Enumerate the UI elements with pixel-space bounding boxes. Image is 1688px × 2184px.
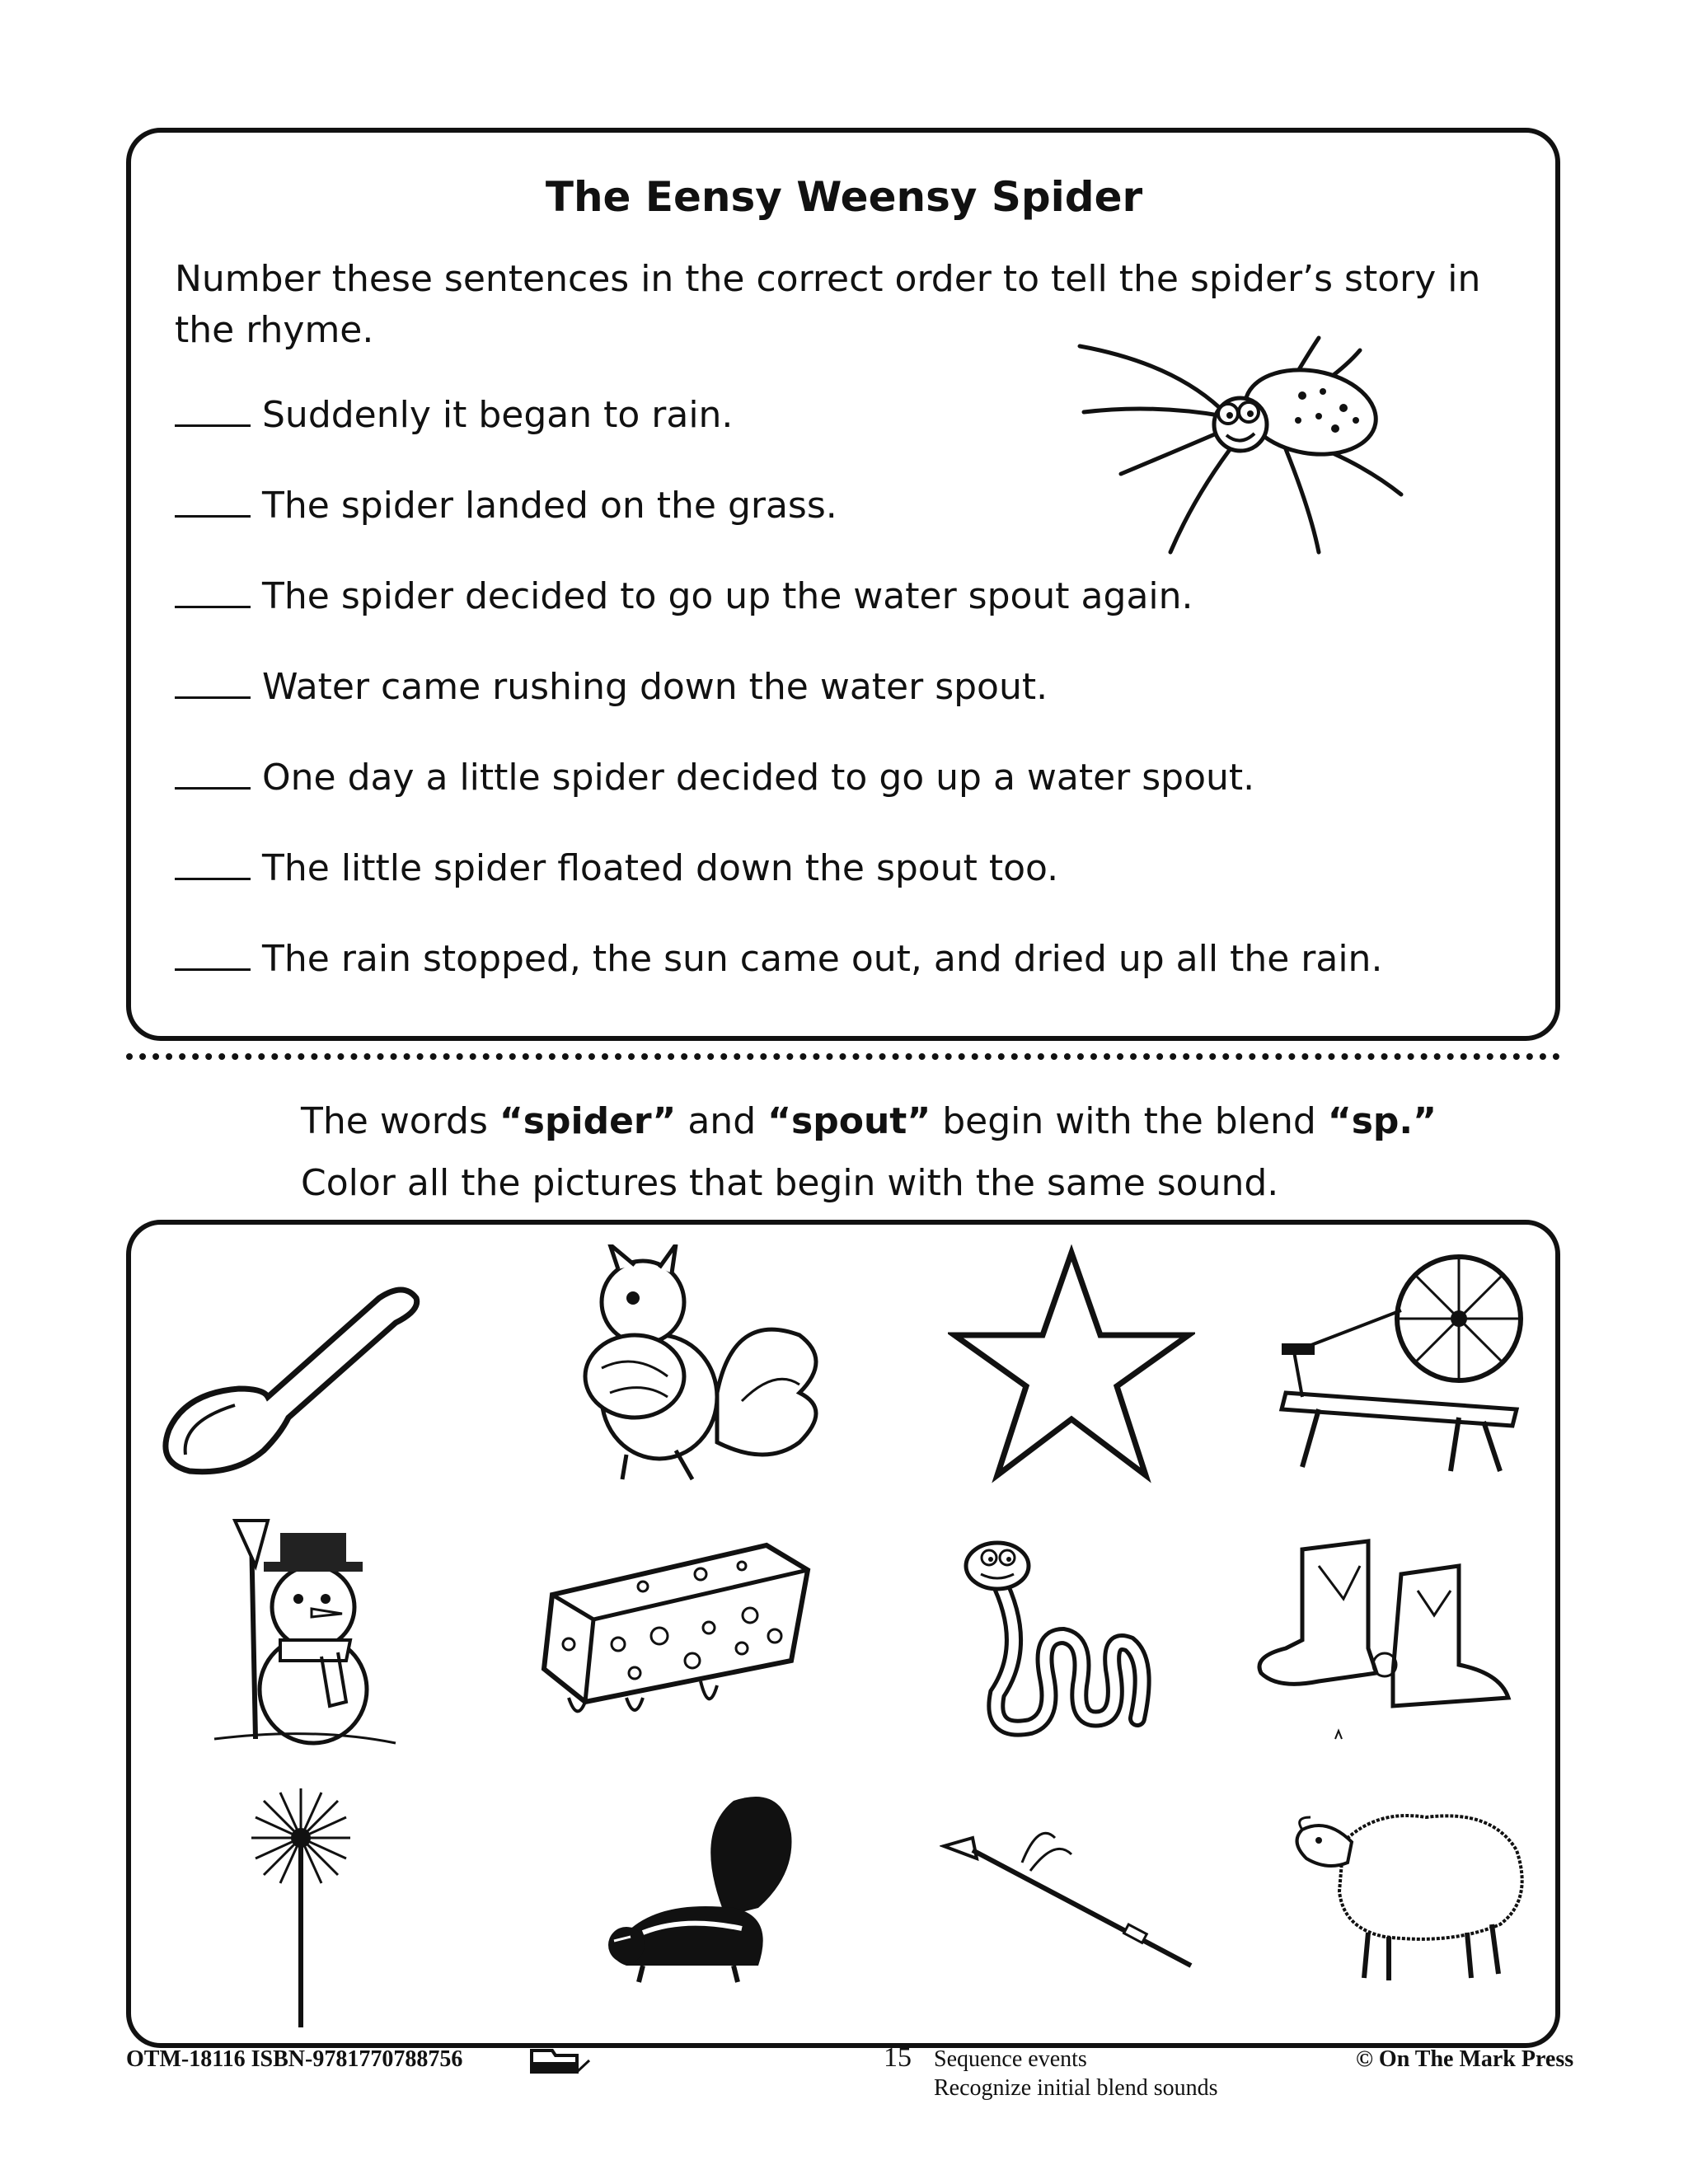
snake-picture[interactable]	[956, 1529, 1162, 1751]
number-blank[interactable]	[175, 757, 251, 790]
spurs-boots-picture[interactable]	[1253, 1533, 1517, 1747]
sentence-1: Suddenly it began to rain.	[175, 394, 733, 436]
squirrel-picture[interactable]	[536, 1244, 832, 1483]
sentence-3: The spider decided to go up the water spout again.	[175, 575, 1193, 617]
number-blank[interactable]	[175, 939, 251, 971]
number-blank[interactable]	[175, 395, 251, 427]
spinning-wheel-picture[interactable]	[1269, 1253, 1533, 1475]
color-instruction: Color all the pictures that begin with the same sound.	[301, 1162, 1279, 1204]
skill-2: Recognize initial blend sounds	[934, 2075, 1218, 2101]
number-blank[interactable]	[175, 848, 251, 880]
sentence-2: The spider landed on the grass.	[175, 485, 837, 527]
number-blank[interactable]	[175, 667, 251, 699]
folder-icon	[528, 2044, 593, 2077]
spear-picture[interactable]	[940, 1813, 1203, 1978]
skunk-picture[interactable]	[593, 1784, 808, 1990]
book-code: OTM-18116 ISBN-9781770788756	[126, 2046, 463, 2072]
page-number: 15	[884, 2042, 912, 2073]
blend-instruction: The words “spider” and “spout” begin with the blend “sp.”	[301, 1100, 1437, 1142]
sentence-4: Water came rushing down the water spout.	[175, 666, 1048, 708]
spider-illustration	[1071, 330, 1418, 569]
number-blank[interactable]	[175, 576, 251, 608]
sentence-5: One day a little spider decided to go up a water spout.	[175, 757, 1254, 799]
sponge-picture[interactable]	[536, 1537, 816, 1727]
star-picture[interactable]	[948, 1244, 1195, 1483]
sparkler-picture[interactable]	[223, 1780, 379, 2036]
sheep-picture[interactable]	[1286, 1793, 1533, 1990]
sentence-6: The little spider floated down the spout too.	[175, 847, 1058, 889]
instructions: Number these sentences in the correct order to tell the spider’s story in the rhyme.	[175, 258, 1481, 351]
sentence-7: The rain stopped, the sun came out, and dried up all the rain.	[175, 938, 1382, 980]
number-blank[interactable]	[175, 485, 251, 518]
dotted-divider	[126, 1053, 1560, 1060]
snowman-picture[interactable]	[206, 1516, 404, 1747]
skill-1: Sequence events	[934, 2046, 1087, 2072]
page-title: The Eensy Weensy Spider	[545, 173, 1143, 221]
spoon-picture[interactable]	[157, 1257, 429, 1488]
publisher: © On The Mark Press	[1356, 2046, 1574, 2072]
